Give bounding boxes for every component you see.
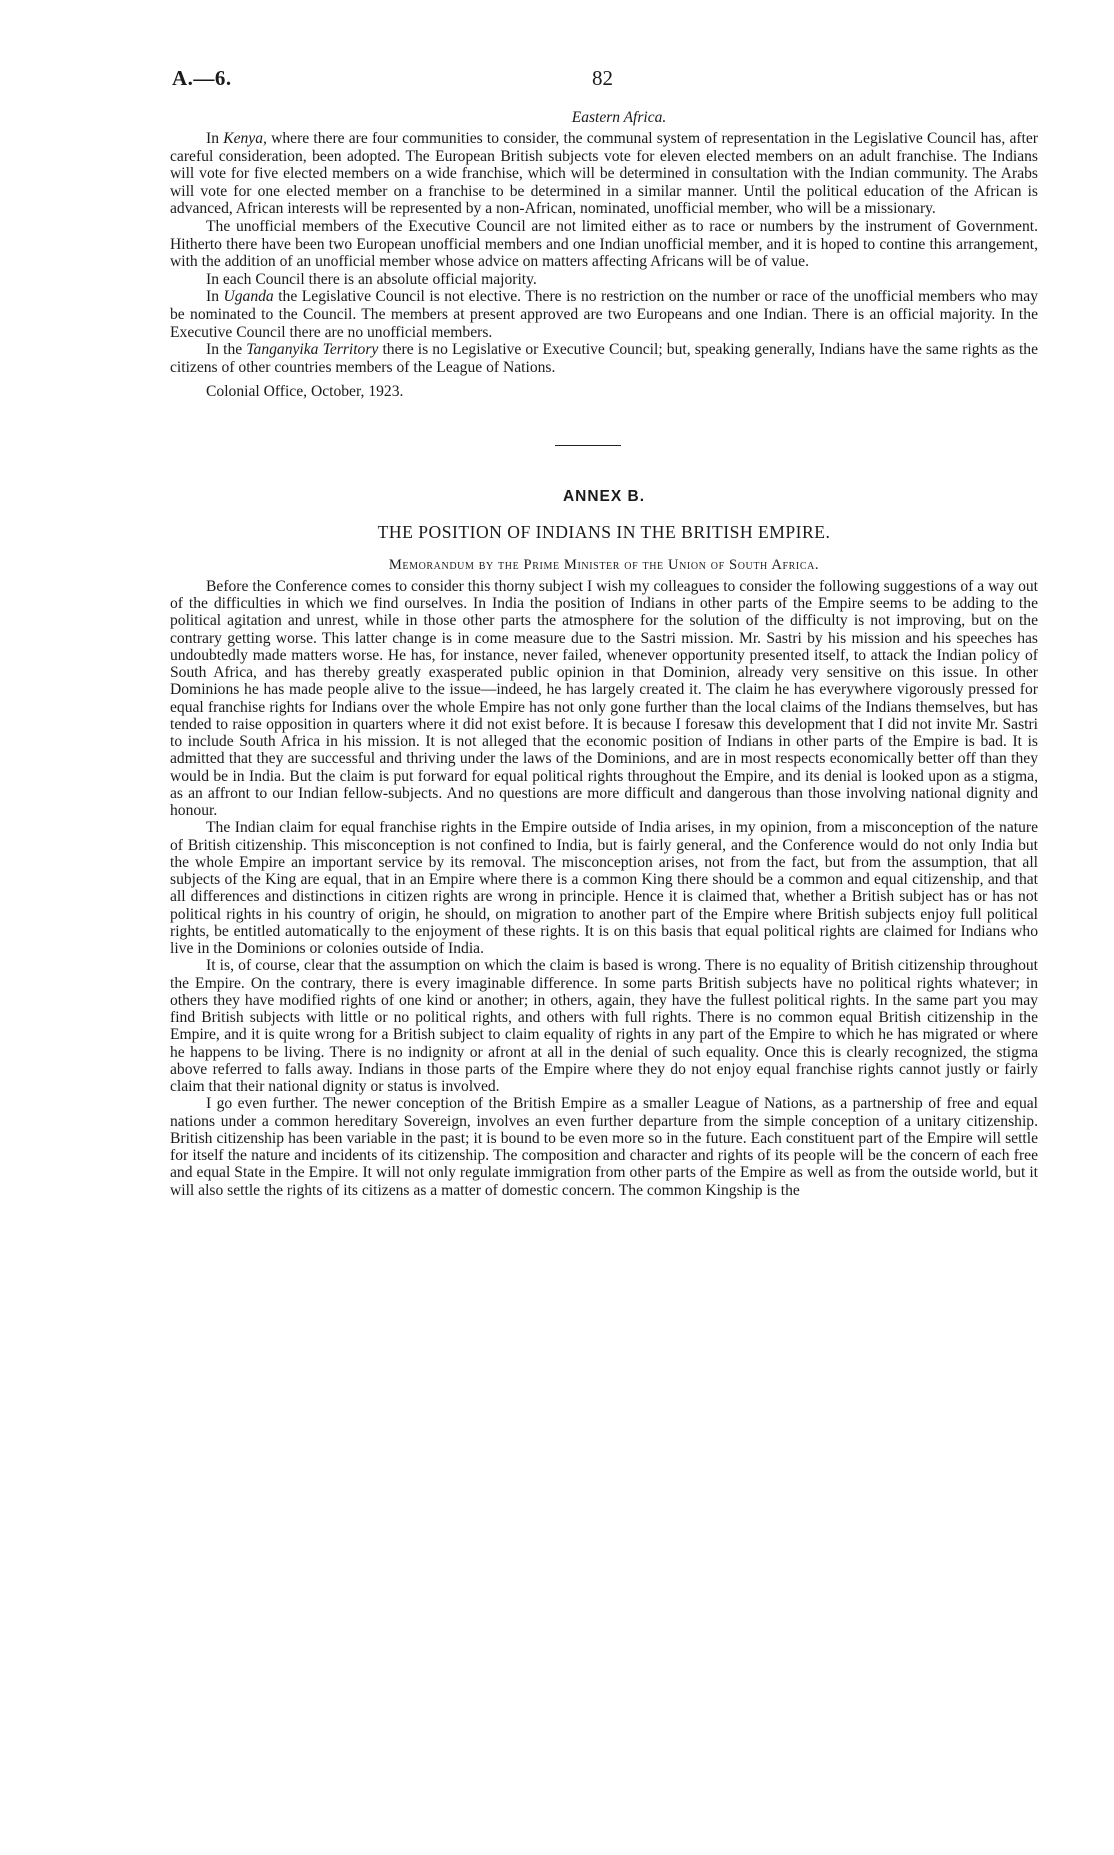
memorandum-paragraph: Before the Conference comes to consider this thorny subject I wish my colleagues to consider the following suggestions of a way out of the difficulties in which we find ourselves. In India the position of Indians in other parts of the Empire seems to be adding to the political agitation and unrest, while in those other parts the atmosphere for the solution of the difficulty is not improving, but on the contrary getting worse. This latter change is in come measure due to the Sastri mission. Mr. Sastri by his mission and his speeches has undoubtedly made matters worse. He has, for instance, never failed, whenever opportunity presented itself, to attack the Indian policy of South Africa, and has thereby greatly exasperated public opinion in that Dominion, already very sensitive on this issue. In other Dominions he has made people alive to the issue—indeed, he has largely created it. The claim he has everywhere vigorously pressed for equal franchise rights for Indians over the whole Empire has not only gone further than the local claims of the Indians themselves, but has tended to raise opposition in quarters where it did not exist before. It is because I foresaw this development that I did not invite Mr. Sastri to include South Africa in his mission. It is not alleged that the economic position of Indians in other parts of the Empire is bad. It is admitted that they are successful and thriving under the laws of the Dominions, and are in most respects economically better off than they would be in India. But the claim is put forward for equal political rights throughout the Empire, and its denial is looked upon as a stigma, as an affront to our Indian fellow-subjects. And no questions are more difficult and dangerous than those involving national dignity and honour.	[170, 577, 1038, 820]
memorandum-body	[170, 578, 1038, 1199]
signoff-colonial-office: Colonial Office, October, 1923.	[206, 383, 404, 401]
paragraph-kenya: In Kenya, where there are four communities to consider, the communal system of representation in the Legislative Council has, after careful consideration, been adopted. The European British subjects vote for eleven elected members on an adult franchise. The Indians will vote for five elected members on a wide franchise, which will be determined in consultation with the Indian community. The Arabs will vote for one elected member on a franchise to be determined in a similar manner. Until the political education of the African is advanced, African interests will be represented by a non-African, nominated, unofficial member, who will be a missionary.	[170, 130, 1038, 218]
page-number: 82	[592, 66, 613, 90]
italic-place-name: Tanganyika Territory	[246, 341, 379, 359]
page-header	[170, 66, 1038, 100]
paragraph-official-majority: In each Council there is an absolute official majority.	[206, 270, 537, 288]
memorandum-paragraph: The Indian claim for equal franchise rights in the Empire outside of India arises, in my opinion, from a misconception of the nature of British citizenship. This misconception is not confined to India, but is fairly general, and the Conference would do not only India but the whole Empire an important service by its removal. The misconception arises, not from the fact, but from the assumption, that all subjects of the King are equal, that in an Empire where there is a common King there should be a common and equal citizenship, and that all differences and distinctions in citizen rights are wrong in principle. Hence it is claimed that, whether a British subject has or has not political rights in his country of origin, he should, on migration to another part of the Empire where British subjects enjoy full political rights, be entitled automatically to the enjoyment of these rights. It is on this basis that equal political rights are claimed for Indians who live in the Dominions or colonies outside of India.	[170, 819, 1038, 958]
memorandum-heading: Memorandum by the Prime Minister of the Union of South Africa.	[388, 556, 820, 573]
memorandum-paragraph: I go even further. The newer conception of the British Empire as a smaller League of Nations, as a partnership of free and equal nations under a common hereditary Sovereign, involves an even further departure from the simple conception of a unitary citizenship. British citizenship has been variable in the past; it is bound to be even more so in the future. Each constituent part of the Empire will settle for itself the nature and incidents of its citizenship. The composition and character and rights of its people will be the concern of each free and equal State in the Empire. It will not only regulate immigration from other parts of the Empire as well as from the outside world, but it will also settle the rights of its citizens as a matter of domestic concern. The common Kingship is the	[170, 1095, 1038, 1199]
italic-place-name: Uganda	[223, 288, 274, 306]
paragraph-tanganyika: In the Tanganyika Territory there is no Legislative or Executive Council; but, speaking generally, Indians have the same rights as the citizens of other countries members of the League of Nations.	[170, 341, 1038, 376]
section-title-eastern-africa: Eastern Africa.	[571, 109, 667, 126]
annex-title: THE POSITION OF INDIANS IN THE BRITISH EMPIRE.	[377, 521, 831, 542]
paragraph-executive-council: The unofficial members of the Executive Council are not limited either as to race or numbers by the instrument of Government. Hitherto there have been two European unofficial members and one Indian unofficial member, and it is hoped to contine this arrangement, with the addition of an unofficial member whose advice on matters affecting Africans will be of value.	[170, 217, 1038, 271]
paragraph-uganda: In Uganda the Legislative Council is not elective. There is no restriction on the number or race of the unofficial members who may be nominated to the Council. The members at present approved are two Europeans and one Indian. There is an official majority. In the Executive Council there are no unofficial members.	[170, 288, 1038, 341]
memorandum-paragraph: It is, of course, clear that the assumption on which the claim is based is wrong. There is no equality of British citizenship throughout the Empire. On the contrary, there is every imaginable difference. In some parts British subjects have no political rights whatever; in others they have modified rights of one kind or another; in others, again, they have the fullest political rights. In the same part you may find British subjects with little or no political rights, and others with full rights. There is no common equal British citizenship in the Empire, and it is quite wrong for a British subject to claim equality of rights in any part of the Empire to which he has migrated or where he happens to be living. There is no indignity or afront at all in the denial of such equality. Once this is clearly recognized, the stigma above referred to falls away. Indians in those parts of the Empire where they do not enjoy equal franchise rights cannot justly or fairly claim that their national dignity or status is involved.	[170, 957, 1038, 1096]
eastern-africa-section	[170, 130, 1038, 401]
italic-place-name: Kenya,	[223, 130, 267, 147]
annex-heading: ANNEX B.	[562, 487, 646, 505]
section-divider	[555, 445, 621, 446]
document-reference: A.—6.	[172, 66, 232, 90]
